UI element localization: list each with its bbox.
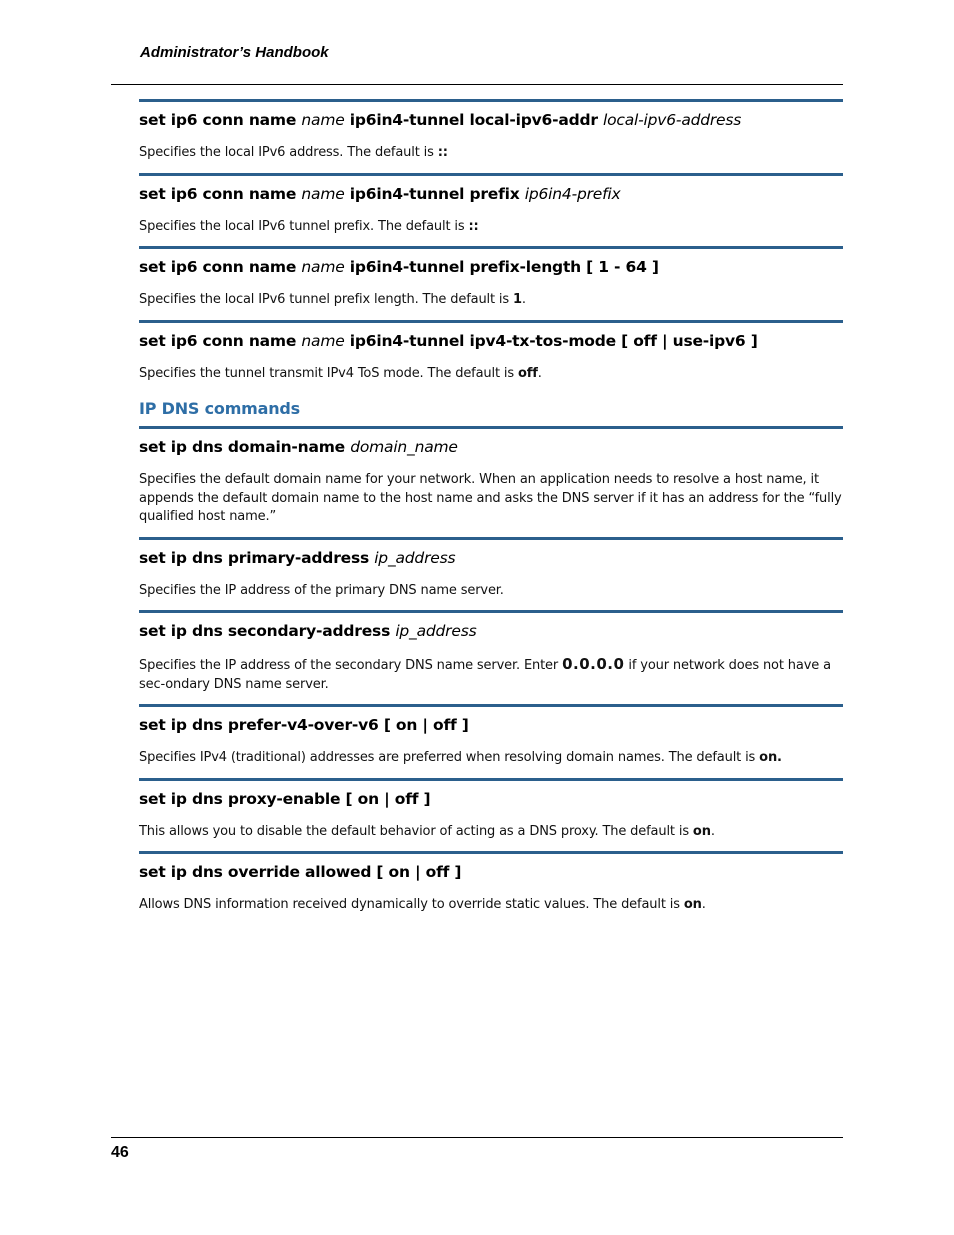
command-entry [139,610,843,694]
command-argument: local-ipv6-address [603,111,742,129]
default-value: 1 [513,292,522,307]
command-syntax [139,323,843,351]
description-text: . [537,365,542,381]
command-entry [139,320,843,384]
command-keyword: set ip dns proxy-enable [ on | off ] [139,789,431,808]
command-entry [139,704,843,768]
command-description [139,823,843,842]
command-keyword: set ip6 conn name [139,111,302,129]
command-argument: name [301,184,345,203]
command-argument: domain_name [350,438,458,456]
command-entry [139,851,843,915]
description-text: Specifies the IP address of the secondary DNS name server. Enter [139,658,563,673]
command-entry [139,537,843,601]
command-argument: name [301,331,345,350]
default-value: on [692,823,711,839]
command-entry [139,426,843,527]
command-keyword: set ip dns domain-name [139,438,351,456]
command-description [139,896,843,915]
command-syntax [139,781,843,809]
command-keyword: set ip6 conn name [139,184,302,203]
command-syntax [139,249,843,277]
command-keyword: ip6in4-tunnel ipv4-tx-tos-mode [ off | use-ipv6 ] [344,331,758,350]
default-value: off [517,365,538,381]
description-text: This allows you to disable the default behavior of acting as a DNS proxy. The default is [139,823,693,839]
description-text: . [710,823,715,839]
command-description [139,291,843,310]
description-text: . [701,897,706,912]
ip-value: 0.0.0.0 [562,655,625,673]
command-description [139,365,843,384]
description-text: . [521,292,526,307]
command-syntax [139,102,843,130]
command-syntax [139,854,843,882]
command-entry [139,778,843,842]
command-argument: ip6in4-prefix [524,184,621,203]
command-keyword: set ip dns secondary-address [139,622,396,640]
header-rule [111,84,843,85]
command-syntax [139,540,843,568]
command-description: Specifies the IP address of the primary DNS name server. [139,582,504,598]
command-entry [139,173,843,237]
command-argument: ip_address [395,622,477,640]
command-keyword: ip6in4-tunnel prefix-length [ 1 - 64 ] [344,258,659,276]
command-keyword: set ip6 conn name [139,258,302,276]
description-text: if your network does not have a sec-ondary DNS name server. [139,658,831,692]
page-content [139,99,843,925]
running-header: Administrator’s Handbook [140,44,329,61]
description-text: Specifies the local IPv6 tunnel prefix. The default is [139,218,469,234]
command-keyword: ip6in4-tunnel prefix [344,184,525,203]
description-text: Specifies IPv4 (traditional) addresses are preferred when resolving domain names. The default is [139,750,760,765]
default-value: :: [468,218,479,234]
description-text: Allows DNS information received dynamically to override static values. The default is [139,897,684,912]
description-text: Specifies the local IPv6 address. The default is [139,145,438,160]
default-value: on. [759,750,782,765]
command-entry [139,99,843,163]
command-syntax [139,429,843,457]
command-syntax [139,707,843,735]
command-description [139,218,843,237]
command-keyword: set ip dns primary-address [139,548,375,567]
default-value: on [683,897,702,912]
footer-rule [111,1137,843,1138]
command-keyword: set ip dns prefer-v4-over-v6 [ on | off ] [139,716,469,734]
command-keyword: ip6in4-tunnel local-ipv6-addr [344,111,604,129]
command-argument: ip_address [374,548,456,567]
description-text: Specifies the local IPv6 tunnel prefix length. The default is [139,292,513,307]
default-value: :: [437,145,448,160]
command-description [139,749,843,768]
command-keyword: set ip dns override allowed [ on | off ] [139,863,462,881]
command-description [139,655,843,694]
command-syntax [139,613,843,641]
command-description [139,144,843,163]
command-keyword: set ip6 conn name [139,331,302,350]
description-text: Specifies the tunnel transmit IPv4 ToS mode. The default is [139,365,518,381]
page-number: 46 [111,1144,129,1161]
command-entry [139,246,843,310]
command-argument: name [301,258,345,276]
command-description: Specifies the default domain name for your network. When an application needs to resolve a host name, it appends the default domain name to the host name and asks the DNS server if it has an address for the “fully qualified host name.” [139,472,842,524]
command-argument: name [301,111,345,129]
section-heading: IP DNS commands [139,399,301,418]
command-syntax [139,176,843,204]
